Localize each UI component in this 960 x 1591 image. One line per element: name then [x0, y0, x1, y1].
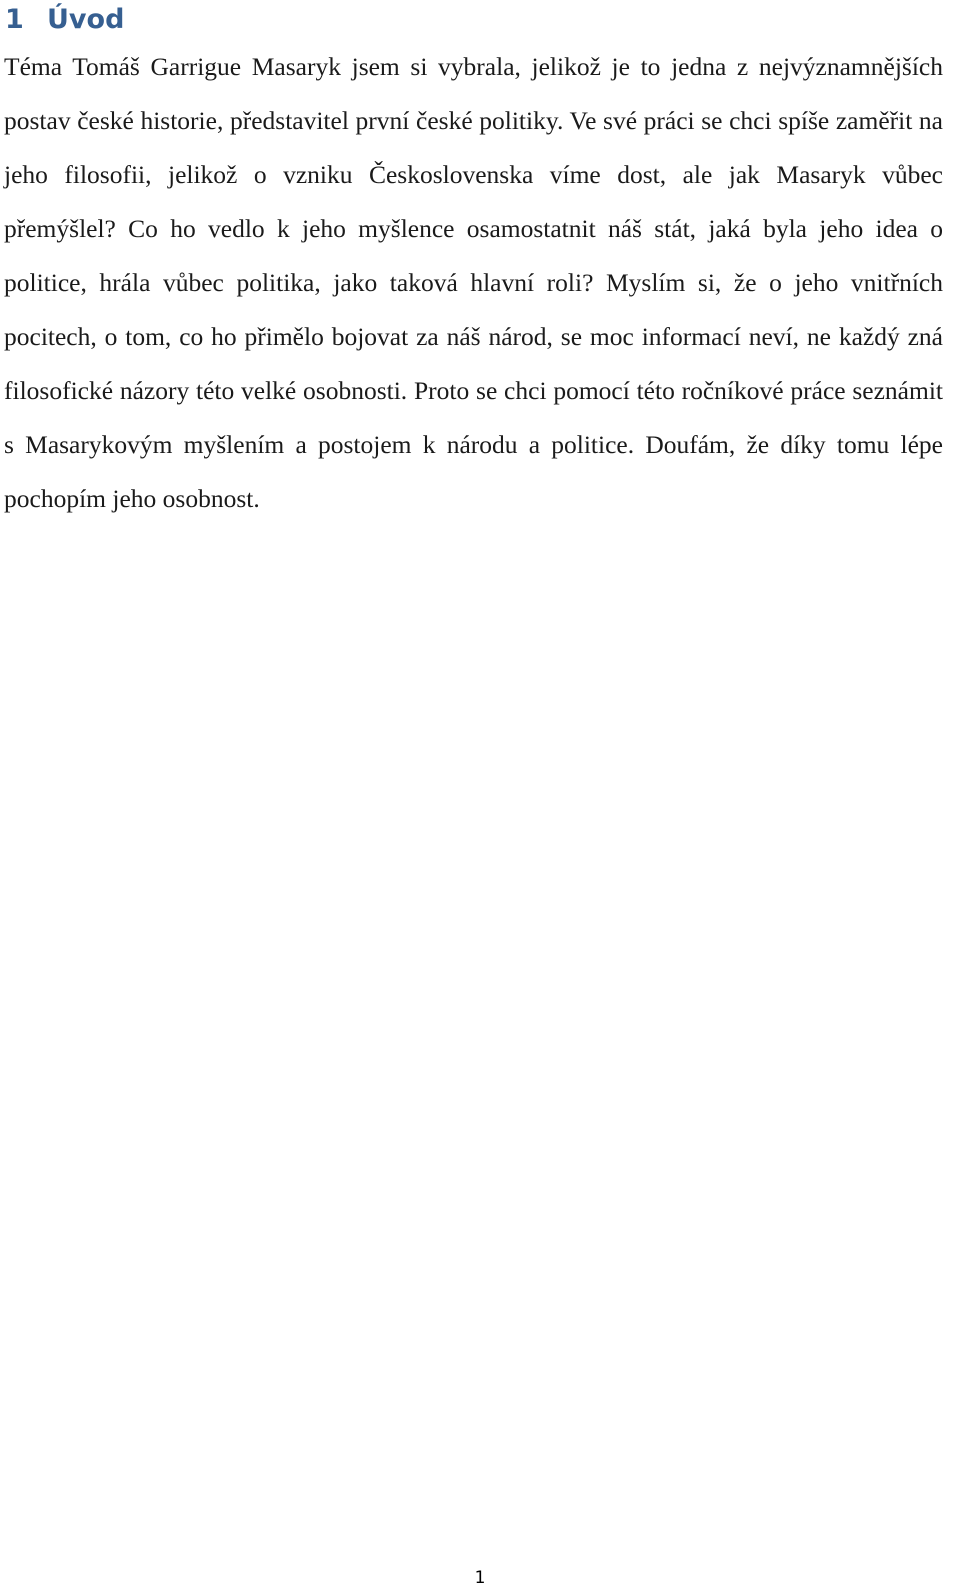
chapter-heading — [5, 2, 124, 38]
page-number: 1 — [474, 1568, 486, 1588]
chapter-number: 1 — [5, 4, 24, 35]
chapter-title: Úvod — [47, 4, 125, 35]
intro-paragraph: Téma Tomáš Garrigue Masaryk jsem si vybrala, jelikož je to jedna z nejvýznamnějších postav české historie, představitel první české politiky. Ve své práci se chci spíše zaměřit na jeho filosofii, jelikož o vzniku Československa víme dost, ale jak Masaryk vůbec přemýšlel? Co ho vedlo k jeho myšlence osamostatnit náš stát, jaká byla jeho idea o politice, hrála vůbec politika, jako taková hlavní roli? Myslím si, že o jeho vnitřních pocitech, o tom, co ho přimělo bojovat za náš národ, se moc informací neví, ne každý zná filosofické názory této velké osobnosti. Proto se chci pomocí této ročníkové práce seznámit s Masarykovým myšlením a postojem k národu a politice. Doufám, že díky tomu lépe pochopím jeho osobnost. — [4, 52, 943, 513]
